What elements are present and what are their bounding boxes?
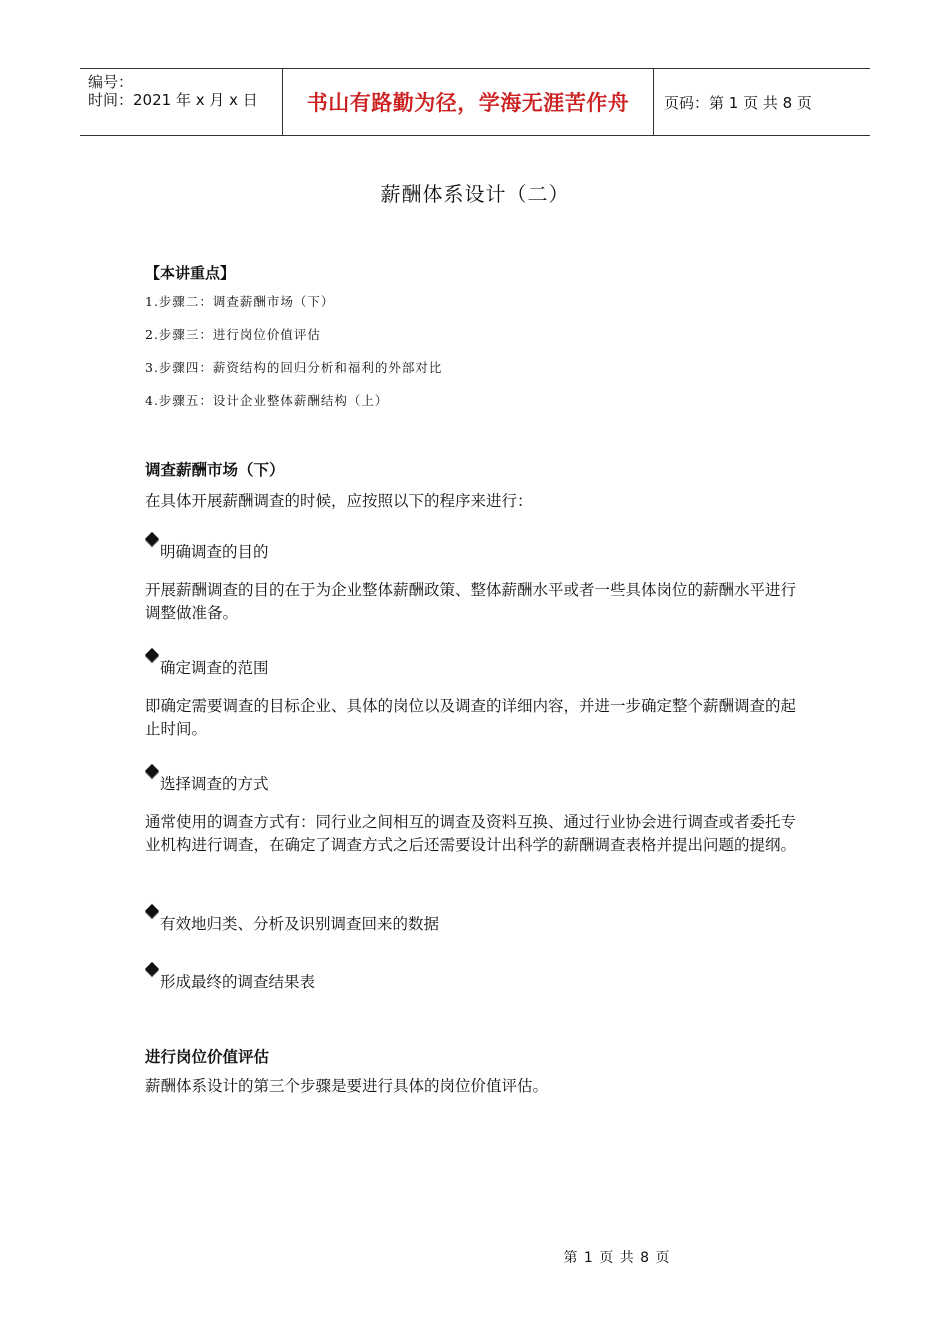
bullet-item: [145, 540, 269, 562]
paragraph: 即确定需要调查的目标企业、具体的岗位以及调查的详细内容，并进一步确定整个薪酬调查的起止时间。: [145, 697, 797, 738]
bullet-text: 形成最终的调查结果表: [160, 973, 316, 991]
header-table: [80, 68, 870, 136]
bullet-item: [145, 656, 269, 678]
diamond-bullet-icon: [145, 962, 160, 982]
bullet-text: 确定调查的范围: [160, 659, 269, 677]
page-info: 页码：第 1 页 共 8 页: [664, 93, 812, 112]
diamond-bullet-icon: [145, 764, 160, 784]
paragraph: 薪酬体系设计的第三个步骤是要进行具体的岗位价值评估。: [145, 1077, 549, 1095]
focus-item: 1.步骤二：调查薪酬市场（下）: [145, 294, 335, 309]
bullet-item: [145, 970, 315, 992]
bullet-item: [145, 772, 269, 794]
bullet-text: 选择调查的方式: [160, 775, 269, 793]
date-label: 时间：2021 年 x 月 x 日: [88, 91, 258, 109]
focus-list: [145, 294, 442, 426]
motto-text: 书山有路勤为径，学海无涯苦作舟: [306, 91, 630, 115]
section-heading-evaluation: 进行岗位价值评估: [145, 1048, 270, 1066]
paragraph: 通常使用的调查方式有：同行业之间相互的调查及资料互换、通过行业协会进行调查或者委托专业机构进行调查，在确定了调查方式之后还需要设计出科学的薪酬调查表格并提出问题的提纲。: [145, 813, 797, 854]
focus-item: 2.步骤三：进行岗位价值评估: [145, 327, 321, 342]
page-footer: 第 1 页 共 8 页: [563, 1250, 671, 1266]
section-intro: 在具体开展薪酬调查的时候，应按照以下的程序来进行：: [145, 492, 533, 510]
focus-item: 3.步骤四：薪资结构的回归分析和福利的外部对比: [145, 360, 443, 375]
bullet-item: [145, 912, 439, 934]
header-left-cell: [80, 69, 282, 135]
header-middle-cell: [282, 69, 654, 135]
document-title: 薪酬体系设计（二）: [380, 182, 570, 206]
diamond-bullet-icon: [145, 904, 160, 924]
focus-item: 4.步骤五：设计企业整体薪酬结构（上）: [145, 393, 389, 408]
header-right-cell: [654, 69, 870, 135]
bullet-text: 有效地归类、分析及识别调查回来的数据: [160, 915, 440, 933]
paragraph: 开展薪酬调查的目的在于为企业整体薪酬政策、整体薪酬水平或者一些具体岗位的薪酬水平进行调整做准备。: [145, 581, 797, 622]
bullet-text: 明确调查的目的: [160, 543, 269, 561]
diamond-bullet-icon: [145, 532, 160, 552]
diamond-bullet-icon: [145, 648, 160, 668]
section-heading-survey: 调查薪酬市场（下）: [145, 461, 285, 479]
number-label: 编号：: [88, 73, 134, 91]
focus-heading: 【本讲重点】: [145, 264, 236, 282]
